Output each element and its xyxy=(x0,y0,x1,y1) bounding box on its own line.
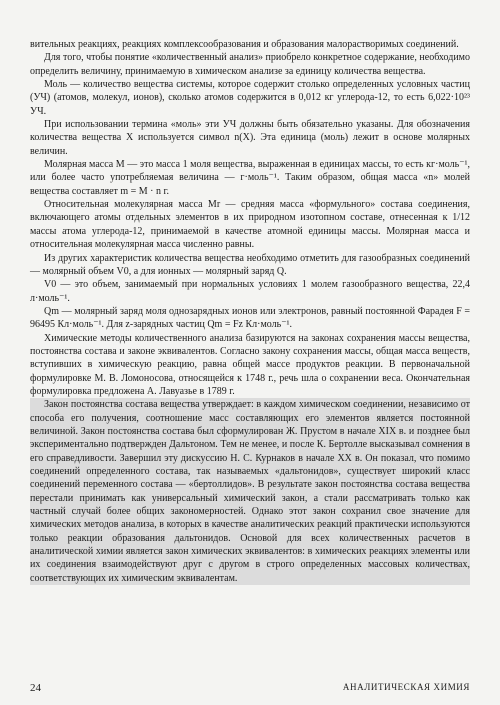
paragraph: Моль — количество вещества системы, которое содержит столько определенных условных частиц (УЧ) (атомов, молекул, ионов), сколько атомов содержится в 0,012 кг углерода-12, то есть 6,022·10²³ УЧ. xyxy=(30,79,470,117)
paragraph: Для того, чтобы понятие «количественный анализ» приобрело конкретное содержание, необходимо определить величину, принимаемую в химическом анализе за единицу количества вещества. xyxy=(30,52,470,77)
paragraph: Из других характеристик количества вещества необходимо отметить для газообразных соединений — молярный объем V0, а для ионных — молярный заряд Q. xyxy=(30,252,470,277)
highlighted-paragraph: Закон постоянства состава вещества утверждает: в каждом химическом соединении, независимо от способа его получения, соотношение масс составляющих его элементов является постоянной величиной. Закон постоянства состава был сформулирован Ж. Прустом в начале XIX в. и позднее был экспериментально подтвержден Дальтоном. Тем не менее, и после К. Бертолле высказывал сомнения в его справедливости. Завершил эту дискуссию Н. С. Курнаков в начале XX в. Он показал, что помимо соединений определенного состава, так называемых «дальтонидов», существует широкий класс соединений переменного состава — «бертоллидов». В результате закон постоянства состава вещества перестали принимать как универсальный химический закон, а стали рассматривать только как частный случай более общих закономерностей. Однако этот закон сохранил свое значение для химических методов анализа, в которых в качестве аналитических реакций практически используются только реакции образования дальтонидов. Основой для всех количественных расчетов в аналитической химии является закон химических эквивалентов: в химических реакциях элементы или их соединения взаимодействуют друг с другом в строго определенных массовых количествах, соответствующих их химическим эквивалентам. xyxy=(30,399,470,584)
running-title: АНАЛИТИЧЕСКАЯ ХИМИЯ xyxy=(342,682,470,692)
paragraph: V0 — это объем, занимаемый при нормальных условиях 1 молем газообразного вещества, 22,4 л·моль⁻¹. xyxy=(30,279,470,304)
paragraph: Относительная молекулярная масса Mr — средняя масса «формульного» состава соединения, включающего атомы отдельных элементов в их природном изотопном составе, отнесенная к 1/12 массы атома углерода-12, принимаемой в качестве атомной единицы массы. Молярная масса и относительная молекулярная масса численно равны. xyxy=(30,199,470,251)
paragraph: Молярная масса M — это масса 1 моля вещества, выраженная в единицах массы, то есть кг·моль⁻¹, или более часто употребляемая величина — г·моль⁻¹. Таким образом, общая масса «n» молей вещества составляет m = M · n г. xyxy=(30,159,470,197)
paragraph: Химические методы количественного анализа базируются на законах сохранения массы вещества, постоянства состава и законе эквивалентов. Согласно закону сохранения массы, общая масса веществ, вступивших в химическую реакцию, равна общей массе продуктов реакции. В первоначальной формулировке М. В. Ломоносова, относящейся к 1748 г., речь шла о сохранении веса. Окончательная формулировка предложена А. Лавуазье в 1789 г. xyxy=(30,332,470,397)
body-text xyxy=(30,38,470,585)
paragraph: При использовании термина «моль» эти УЧ должны быть обязательно указаны. Для обозначения количества вещества X используется символ n(X). Эта единица (моль) лежит в основе молярных величин. xyxy=(30,119,470,157)
paragraph: Qm — молярный заряд моля однозарядных ионов или электронов, равный постоянной Фарадея F = 96495 Кл·моль⁻¹. Для z-зарядных частиц Qm = Fz Кл·моль⁻¹. xyxy=(30,305,470,331)
page-number: 24 xyxy=(30,682,41,694)
paragraph: вительных реакциях, реакциях комплексообразования и образования малорастворимых соединений. xyxy=(30,39,459,50)
